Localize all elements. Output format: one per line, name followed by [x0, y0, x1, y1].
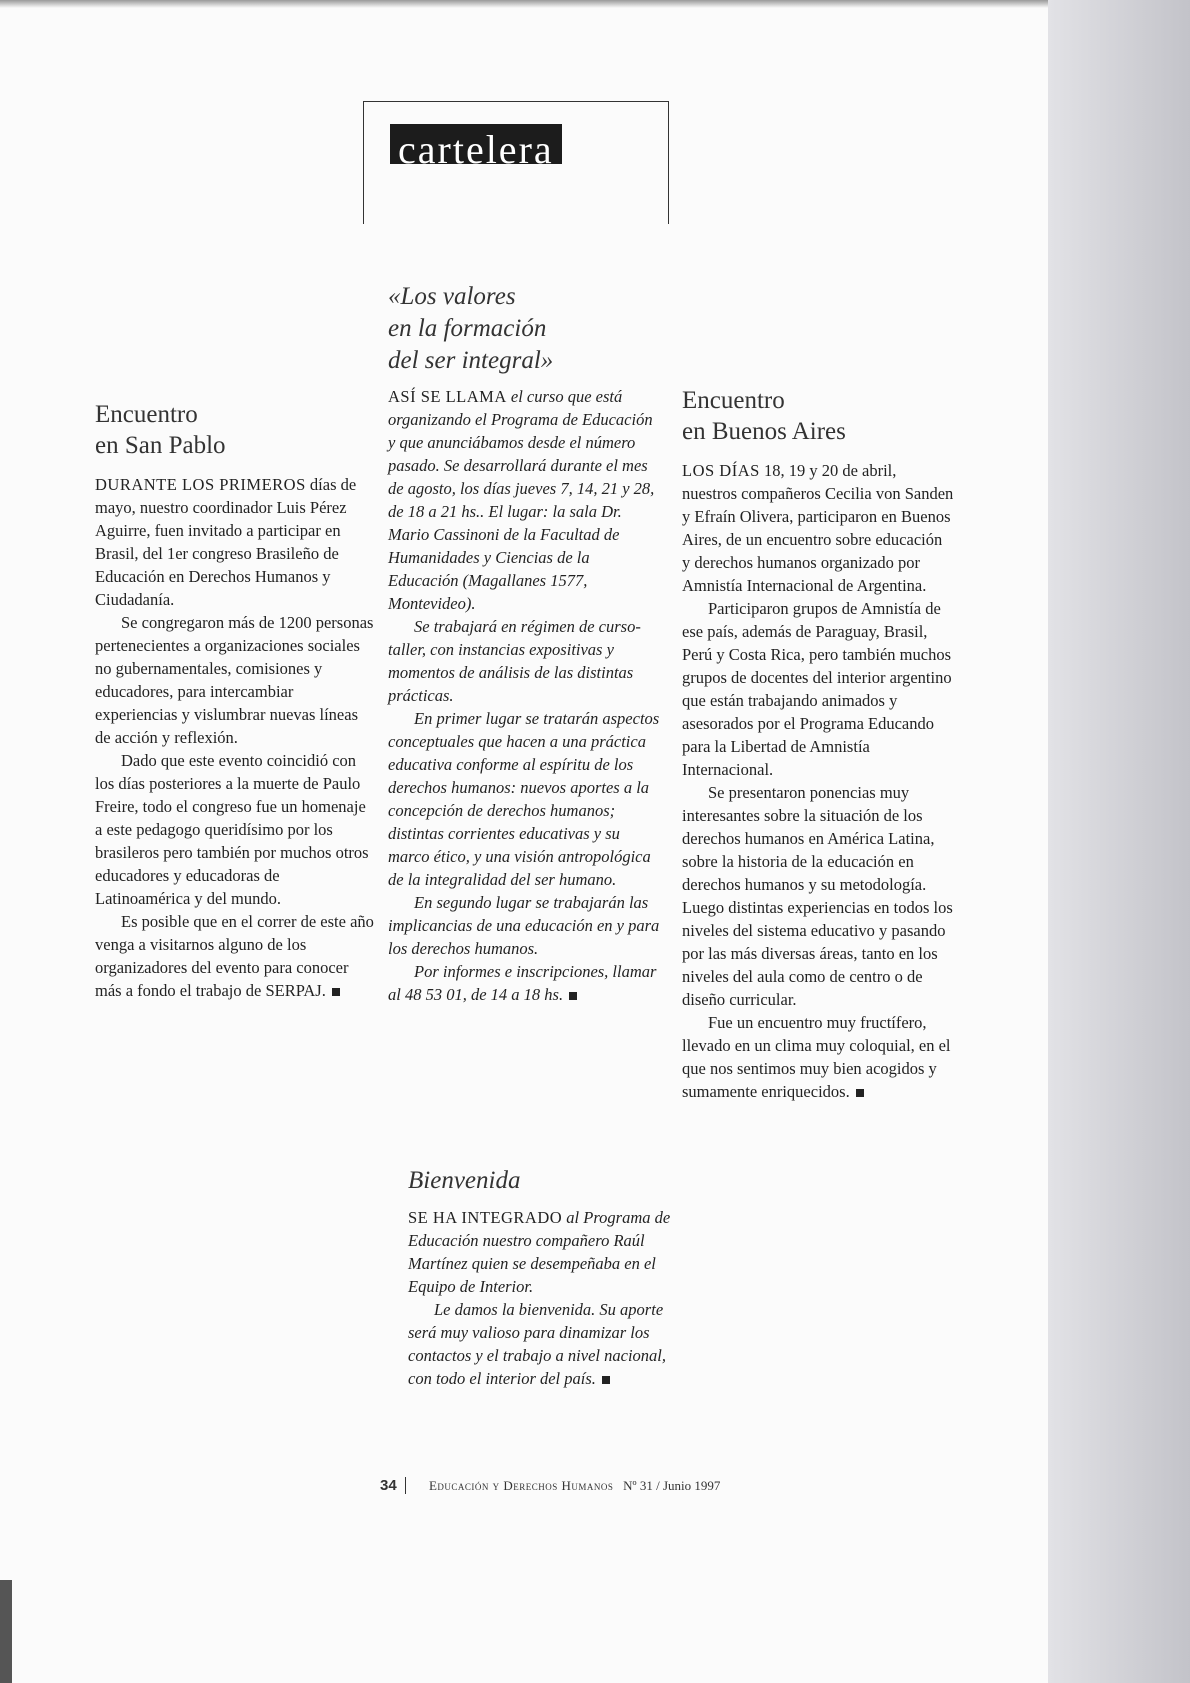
issue-info: Nº 31 / Junio 1997 [623, 1478, 721, 1493]
article-title: Encuentro en Buenos Aires [682, 387, 846, 445]
scan-edge-shadow [0, 1580, 12, 1683]
article-san-pablo [95, 399, 375, 1002]
article-buenos-aires [682, 385, 954, 1103]
page-number: 34 [380, 1477, 406, 1494]
lead-in: DURANTE LOS PRIMEROS [95, 475, 306, 494]
paragraph: Fue un encuentro muy fructífero, llevado en un clima muy coloquial, en el que nos sentimos muy bien acogidos y sumamente enriquecidos. [682, 1013, 951, 1101]
end-mark-icon [602, 1376, 610, 1384]
paragraph: Es posible que en el correr de este año venga a visitarnos alguno de los organizadores del evento para conocer más a fondo el trabajo de SERPAJ. [95, 912, 374, 1000]
publication-name: Educación y Derechos Humanos [428, 1478, 614, 1493]
page-gutter-shadow [1048, 0, 1190, 1683]
paragraph: DURANTE LOS PRIMEROS días de mayo, nuestro coordinador Luis Pérez Aguirre, fuen invitado a participar en Brasil, del 1er congreso Brasileño de Educación en Derechos Humanos y Ciudadanía. [95, 475, 357, 609]
article-valores [388, 281, 660, 1006]
paragraph: ASÍ SE LLAMA el curso que está organizando el Programa de Educación y que anunciábamos desde el número pasado. Se desarrollará durante el mes de agosto, los días jueves 7, 14, 21 y 28, de 18 a 21 hs.. El lugar: la sala Dr. Mario Cassinoni de la Facultad de Humanidades y Ciencias de la Educación (Magallanes 1577, Montevideo). [388, 387, 655, 613]
paragraph: LOS DÍAS 18, 19 y 20 de abril, nuestros compañeros Cecilia von Sanden y Efraín Olivera, participaron en Buenos Aires, de un encuentro sobre educación y derechos humanos organizado por Amnistía Internacional de Argentina. [682, 461, 954, 595]
article-title: Bienvenida [408, 1167, 521, 1194]
end-mark-icon [569, 992, 577, 1000]
article-bienvenida [408, 1165, 680, 1390]
paragraph: Se trabajará en régimen de curso-taller, con instancias expositivas y momentos de análisis de las distintas prácticas. [388, 617, 641, 705]
end-mark-icon [332, 988, 340, 996]
article-title: «Los valores en la formación del ser integral» [388, 283, 554, 374]
paragraph: En primer lugar se tratarán aspectos conceptuales que hacen a una práctica educativa conforme al espíritu de los derechos humanos: nuevos aportes a la concepción de derechos humanos; distintas corrientes educativas y su marco ético, y una visión antropológica de la integralidad del ser humano. [388, 709, 660, 889]
lead-in: ASÍ SE LLAMA [388, 387, 507, 406]
paragraph: Participaron grupos de Amnistía de ese país, además de Paraguay, Brasil, Perú y Costa Rica, pero también muchos grupos de docentes del interior argentino que están trabajando animados y asesorados por el Programa Educando para la Libertad de Amnistía Internacional. [682, 599, 952, 779]
paragraph: En segundo lugar se trabajarán las implicancias de una educación en y para los derechos humanos. [388, 893, 660, 958]
article-title: Encuentro en San Pablo [95, 401, 226, 459]
lead-in: SE HA INTEGRADO [408, 1208, 563, 1227]
page-footer [380, 1477, 720, 1494]
paragraph: Se congregaron más de 1200 personas pertenecientes a organizaciones sociales no gubernamentales, comisiones y educadores, para intercambiar experiencias y vislumbrar nuevas líneas de acción y reflexión. [95, 613, 374, 747]
paragraph: Por informes e inscripciones, llamar al 48 53 01, de 14 a 18 hs. [388, 962, 657, 1004]
paragraph: Se presentaron ponencias muy interesantes sobre la situación de los derechos humanos en América Latina, sobre la historia de la educación en derechos humanos y su metodología. Luego distintas experiencias en todos los niveles del sistema educativo y pasando por las más diversas áreas, tanto en los niveles del aula como de centro o de diseño curricular. [682, 783, 953, 1009]
end-mark-icon [856, 1089, 864, 1097]
lead-in: LOS DÍAS [682, 461, 760, 480]
paragraph: Le damos la bienvenida. Su aporte será muy valioso para dinamizar los contactos y el trabajo a nivel nacional, con todo el interior del país. [408, 1300, 666, 1388]
section-title: cartelera [390, 124, 562, 164]
paragraph: SE HA INTEGRADO al Programa de Educación nuestro compañero Raúl Martínez quien se desempeñaba en el Equipo de Interior. [408, 1208, 671, 1296]
paragraph: Dado que este evento coincidió con los días posteriores a la muerte de Paulo Freire, todo el congreso fue un homenaje a este pedagogo queridísimo por los brasileros pero también por muchos otros educadores y educadoras de Latinoamérica y del mundo. [95, 751, 369, 908]
scan-edge-line [0, 0, 1048, 8]
